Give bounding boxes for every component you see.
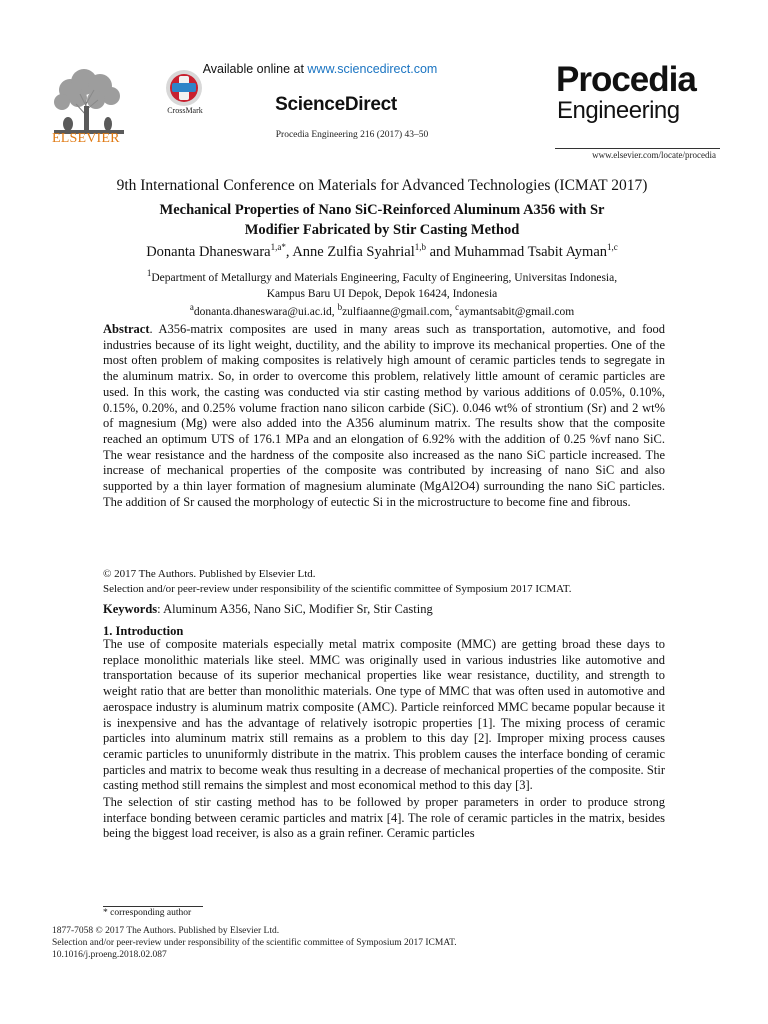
author-separator: , (285, 243, 293, 260)
introduction-paragraph-1: The use of composite materials especially metal matrix composite (MMC) are getting broad these days to replace monolithic materials like steel. MMC was originally used in various industries like automotive and transportation because of its superior mechanical properties like wear resistance, ductility, and strength to weight ratio that are better than monolithic materials. One type of MMC that was often used in automotive and aerospace industry is aluminum matrix composite (AMC). Particle reinforced MMC became popular because it is inexpensive and has the advantage of relatively isotropic properties [1]. The mixing process of ceramic particles into aluminum matrix still remains as a problem to this day [2]. Improper mixing process causes ceramic particles to ununiformly distribute in the matrix. This problem causes the interface bonding of ceramic particles and matrix to become weak thus resulting in a decrease of mechanical properties of the composite. Stir casting method still remains the simplest and most economical method to this day [3]. (103, 637, 665, 793)
affiliation-sup: 1 (146, 268, 152, 278)
email-address[interactable]: donanta.dhaneswara@ui.ac.id, (193, 305, 338, 318)
keywords-label: Keywords (103, 602, 158, 616)
page-header (0, 0, 768, 165)
author-emails (52, 302, 712, 318)
author-separator: and (425, 243, 455, 260)
abstract (103, 322, 665, 510)
page-footer (52, 925, 692, 961)
doi-line[interactable]: 10.1016/j.proeng.2018.02.087 (52, 950, 167, 960)
procedia-logo-top: Procedia (556, 60, 696, 99)
copyright-line-2: Selection and/or peer-review under responsibility of the scientific committee of Symposium 2017 ICMAT. (103, 583, 572, 595)
available-prefix: Available online at (202, 62, 308, 76)
email-sup: b (337, 302, 343, 312)
peer-review-line: Selection and/or peer-review under responsibility of the scientific committee of Symposium 2017 ICMAT. (52, 938, 457, 948)
author-name: Donanta Dhaneswara (146, 243, 271, 260)
email-sup: a (189, 302, 194, 312)
affiliation-line-2: Kampus Baru UI Depok, Depok 16424, Indonesia (266, 287, 498, 300)
paper-title-line-2: Modifier Fabricated by Stir Casting Method (244, 222, 520, 238)
author-list (52, 242, 712, 261)
sciencedirect-link[interactable]: www.sciencedirect.com (307, 62, 438, 76)
available-online (0, 62, 640, 76)
crossmark-label: CrossMark (167, 106, 203, 115)
corresponding-author-note: * corresponding author (103, 908, 192, 918)
author-sup: 1,b (414, 242, 426, 252)
author-name: Muhammad Tsabit Ayman (454, 243, 608, 260)
sciencedirect-title: ScienceDirect (275, 94, 397, 115)
elsevier-wordmark: ELSEVIER (52, 131, 120, 146)
email-address[interactable]: zulfiaanne@gmail.com, (342, 305, 456, 318)
copyright-notice (103, 567, 665, 597)
author-name: Anne Zulfia Syahrial (292, 243, 415, 260)
paper-title-line-1: Mechanical Properties of Nano SiC-Reinforced Aluminum A356 with Sr (159, 202, 605, 218)
procedia-logo-bottom: Engineering (557, 97, 680, 124)
email-address[interactable]: aymantsabit@gmail.com (459, 305, 575, 318)
copyright-line-1: © 2017 The Authors. Published by Elsevier Ltd. (103, 568, 316, 580)
introduction-body (103, 637, 665, 843)
journal-reference: Procedia Engineering 216 (2017) 43–50 (275, 130, 429, 140)
procedia-logo (555, 62, 720, 149)
abstract-label: Abstract (103, 322, 150, 336)
paper-title (52, 200, 712, 240)
journal-url[interactable]: www.elsevier.com/locate/procedia (592, 150, 716, 160)
footnote-divider (103, 906, 203, 907)
author-sup: 1,a* (270, 242, 286, 252)
conference-name: 9th International Conference on Materials for Advanced Technologies (ICMAT 2017) (116, 177, 648, 194)
affiliation-line-1: Department of Metallurgy and Materials Engineering, Faculty of Engineering, Universitas Indonesia, (151, 271, 618, 284)
abstract-text: . A356-matrix composites are used in many areas such as transportation, automotive, and food industries because of its light weight, ductility, and the ability to improve its mechanical properties. One of the most often problem of making composites is relatively high amount of ceramic particles tends to segregate in the aluminum matrix. So, in order to overcome this problem, relatively little amount of ceramic particles are used. In this work, the casting was conducted via stir casting method by various additions of 0.05%, 0.10%, 0.15%, 0.20%, and 0.25% volume fraction nano silicon carbide (SiC). 0.046 wt% of strontium (Sr) and 2 wt% of magnesium (Mg) were also added into the A356 aluminum matrix. The results show that the composite reached an optimum UTS of 176.1 MPa and an elongation of 6.92% with the addition of 0.25 %vf nano SiC. The wear resistance and the hardness of the composite also increased as the nano SiC particle increased. The increase of mechanical properties of the composite was contributed by increasing of nano SiC and also supported by a thin layer formation of magnesium aluminate (MgAl2O4) surrounding the nano SiC particles. The addition of Sr caused the morphology of eutectic Si in the microstructure to become fine and fibrous. (103, 322, 665, 509)
introduction-paragraph-2: The selection of stir casting method has to be followed by proper parameters in order to produce strong interface bonding between ceramic particles and matrix [4]. The role of ceramic particles in the matrix, besides being the biggest load receiver, is also as a grain refiner. Ceramic particles (103, 795, 665, 841)
affiliation (52, 265, 712, 302)
author-sup: 1,c (607, 242, 618, 252)
section-heading-introduction: 1. Introduction (103, 624, 184, 638)
keywords (103, 602, 665, 617)
email-sup: c (455, 302, 460, 312)
issn-line: 1877-7058 © 2017 The Authors. Published by Elsevier Ltd. (52, 926, 280, 936)
keywords-text: : Aluminum A356, Nano SiC, Modifier Sr, Stir Casting (157, 602, 433, 616)
